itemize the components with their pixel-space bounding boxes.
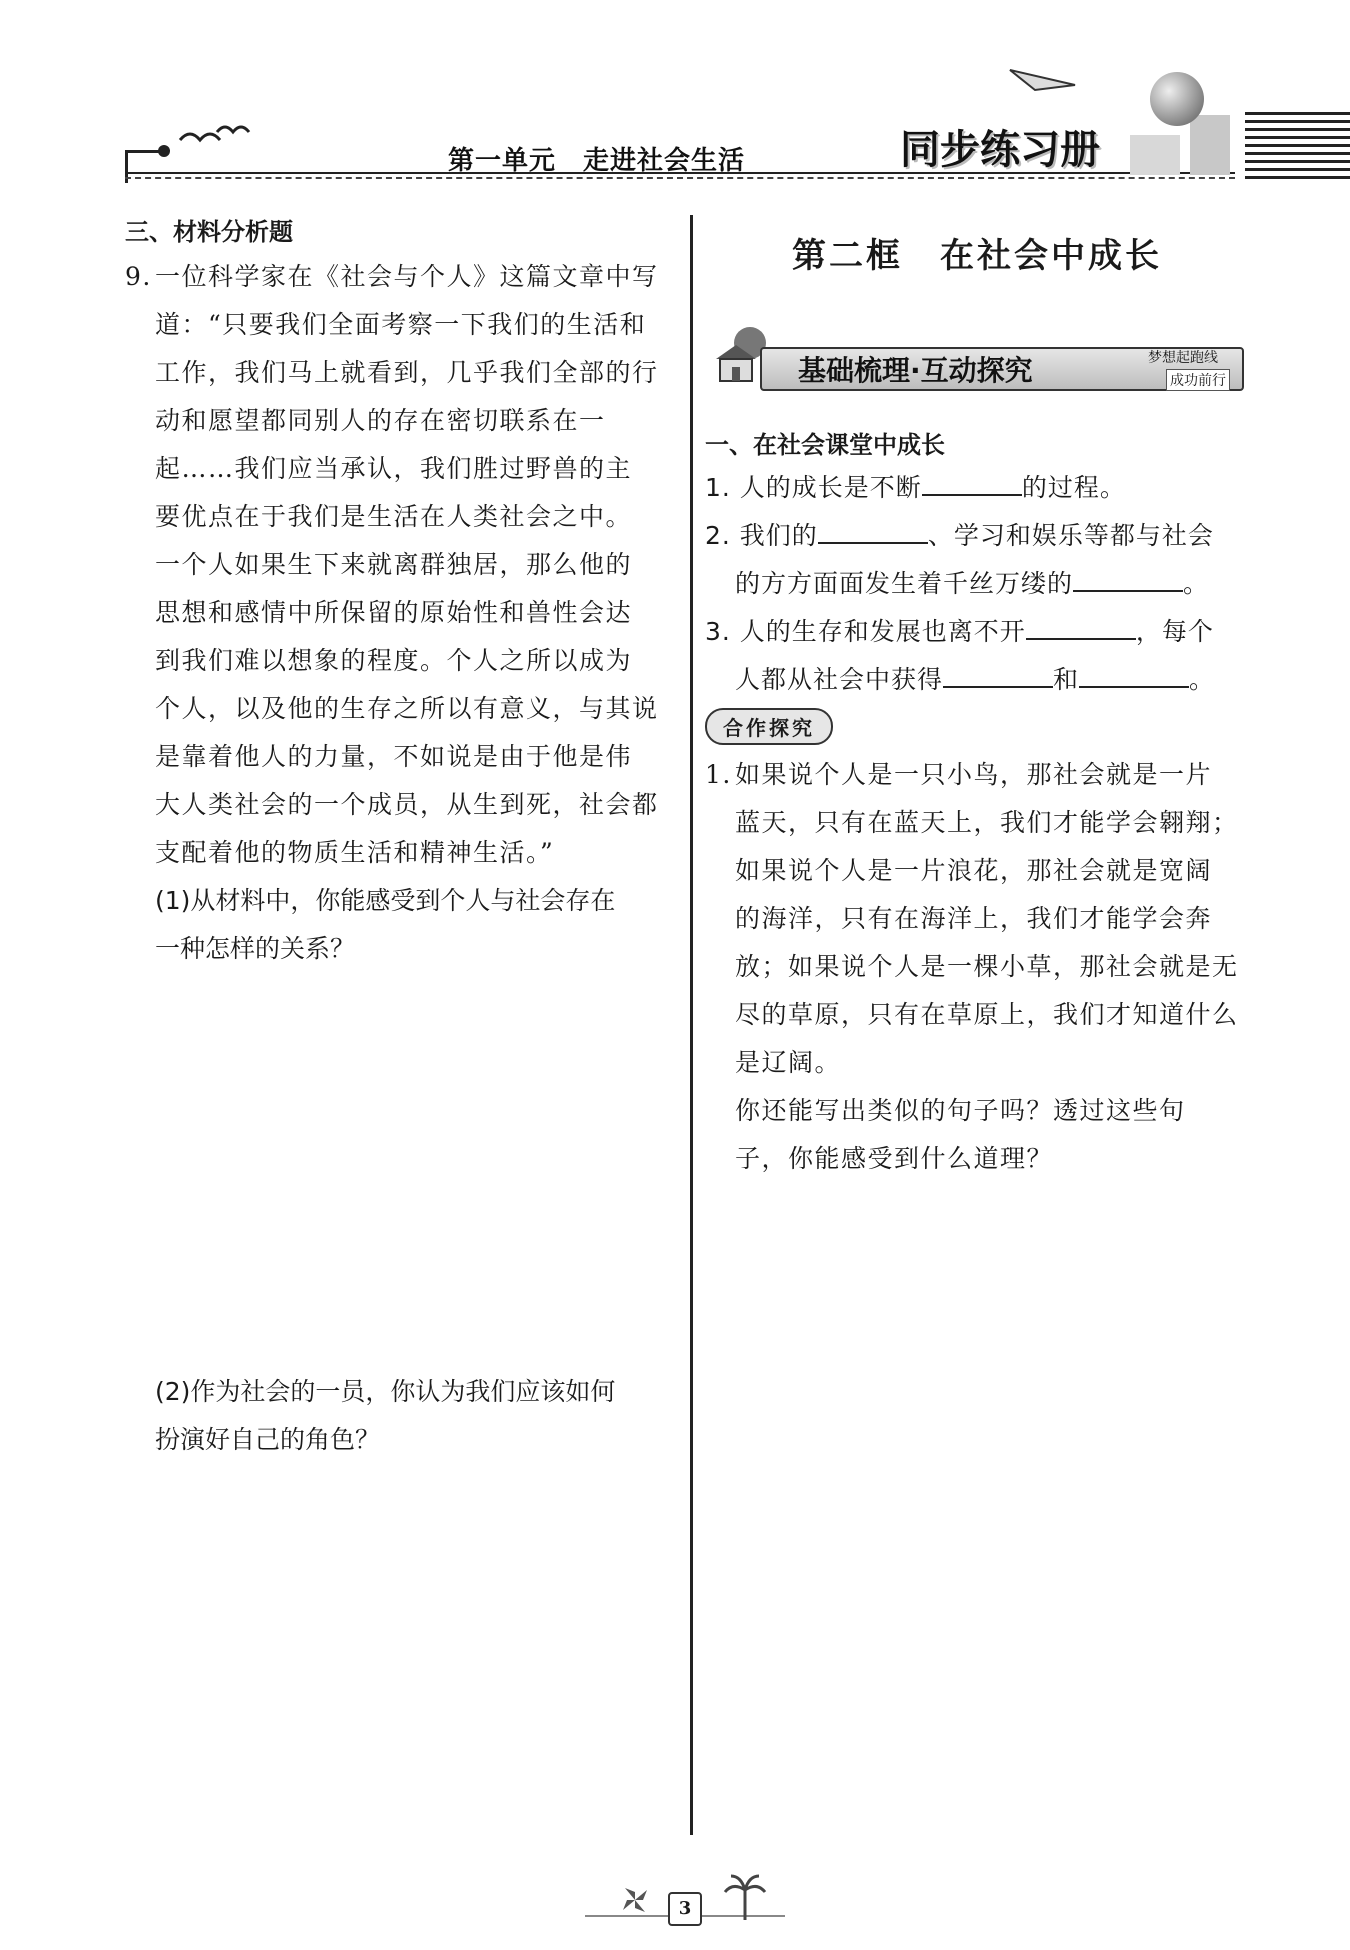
page-number: 3 — [668, 1892, 702, 1926]
palm-tree-icon — [720, 1872, 770, 1922]
answer-space-1[interactable] — [125, 973, 673, 1368]
birds-icon — [175, 120, 255, 160]
text-line: 要优点在于我们是生活在人类社会之中。 — [155, 502, 633, 531]
text-line: 起……我们应当承认，我们胜过野兽的主 — [155, 454, 633, 483]
item-text: 。 — [1183, 569, 1210, 598]
item-text: ，每个 — [1135, 617, 1214, 646]
question-number: 9. — [125, 262, 152, 291]
text-line: 一位科学家在《社会与个人》这篇文章中写 — [155, 262, 659, 291]
text-line: 工作，我们马上就看到，几乎我们全部的行 — [155, 358, 659, 387]
question-9-text — [155, 253, 659, 877]
header-stripes-decoration — [1245, 112, 1350, 180]
item-text: 、学习和娱乐等都与社会 — [927, 521, 1214, 550]
text-line: 动和愿望都同别人的存在密切联系在一 — [155, 406, 606, 435]
question-number: 1. — [705, 760, 732, 789]
text-line: 思想和感情中所保留的原始性和兽性会达 — [155, 598, 633, 627]
text-line: 是辽阔。 — [735, 1048, 842, 1077]
pinwheel-icon — [610, 1880, 660, 1920]
item-text: 的方方面面发生着千丝万缕的 — [735, 569, 1074, 598]
text-line: 蓝天，只有在蓝天上，我们才能学会翱翔； — [735, 808, 1239, 837]
item-text: 。 — [1189, 665, 1216, 694]
text-line: 个人，以及他的生存之所以有意义，与其说 — [155, 694, 659, 723]
item-text: 人都从社会中获得 — [735, 665, 944, 694]
fill-blank[interactable] — [818, 514, 928, 544]
text-line: 扮演好自己的角色？ — [155, 1425, 381, 1454]
cooperative-question-1 — [705, 751, 1265, 1183]
right-column-body — [705, 425, 1265, 1183]
fill-item-3 — [705, 608, 1265, 704]
fill-blank[interactable] — [922, 466, 1022, 496]
sub-question-1 — [125, 877, 673, 973]
text-line: 如果说个人是一只小鸟，那社会就是一片 — [735, 760, 1213, 789]
text-line: 道：“只要我们全面考察一下我们的生活和 — [155, 310, 647, 339]
globe-icon — [1150, 72, 1204, 126]
text-line: (1)从材料中，你能感受到个人与社会存在 — [155, 886, 616, 915]
header-block-decoration — [1130, 135, 1180, 175]
fill-blank[interactable] — [1079, 658, 1189, 688]
banner-slogan-2: 成功前行 — [1166, 369, 1230, 391]
text-line: (2)作为社会的一员，你认为我们应该如何 — [155, 1377, 616, 1406]
fill-item-1 — [705, 464, 1265, 512]
text-line: 一个人如果生下来就离群独居，那么他的 — [155, 550, 633, 579]
text-line: 如果说个人是一片浪花，那社会就是宽阔 — [735, 856, 1213, 885]
text-line: 子，你能感受到什么道理？ — [735, 1144, 1054, 1173]
item-text: 2. 我们的 — [705, 521, 818, 550]
item-text: 和 — [1053, 665, 1080, 694]
book-brand-title: 同步练习册 — [900, 127, 1100, 173]
text-line: 是靠着他人的力量，不如说是由于他是伟 — [155, 742, 633, 771]
section-title-growth: 一、在社会课堂中成长 — [705, 431, 945, 459]
frame-title: 第二框 在社会中成长 — [792, 236, 1162, 276]
fill-item-2 — [705, 512, 1265, 608]
item-text: 的过程。 — [1021, 473, 1126, 502]
fill-blank[interactable] — [1073, 562, 1183, 592]
text-line: 一种怎样的关系？ — [155, 934, 356, 963]
paper-plane-icon — [1005, 60, 1085, 110]
sub-question-2 — [125, 1368, 673, 1464]
header-dot-decoration — [158, 145, 170, 157]
question-9 — [125, 253, 673, 877]
cooperative-question-text — [735, 751, 1239, 1183]
text-line: 尽的草原，只有在草原上，我们才知道什么 — [735, 1000, 1239, 1029]
fill-blank[interactable] — [1026, 610, 1136, 640]
text-line: 大人类社会的一个成员，从生到死，社会都 — [155, 790, 659, 819]
text-line: 放；如果说个人是一棵小草，那社会就是无 — [735, 952, 1239, 981]
header-dashed-rule — [125, 177, 1235, 179]
text-line: 支配着他的物质生活和精神生活。” — [155, 838, 555, 867]
item-text: 3. 人的生存和发展也离不开 — [705, 617, 1026, 646]
left-column — [125, 212, 673, 1464]
text-line: 的海洋，只有在海洋上，我们才能学会奔 — [735, 904, 1213, 933]
section-banner — [710, 325, 1245, 397]
text-line: 到我们难以想象的程度。个人之所以成为 — [155, 646, 633, 675]
section-title-material-analysis: 三、材料分析题 — [125, 218, 293, 246]
page-header — [0, 0, 1350, 200]
column-divider — [690, 215, 693, 1835]
unit-title: 第一单元 走进社会生活 — [448, 146, 746, 176]
item-text: 1. 人的成长是不断 — [705, 473, 922, 502]
banner-slogan-1: 梦想起跑线 — [1148, 350, 1218, 366]
header-block-decoration — [1190, 115, 1230, 175]
fill-blank[interactable] — [943, 658, 1053, 688]
cooperative-inquiry-tag: 合作探究 — [705, 708, 833, 745]
banner-title: 基础梳理·互动探究 — [798, 354, 1033, 387]
text-line: 你还能写出类似的句子吗？透过这些句 — [735, 1096, 1186, 1125]
